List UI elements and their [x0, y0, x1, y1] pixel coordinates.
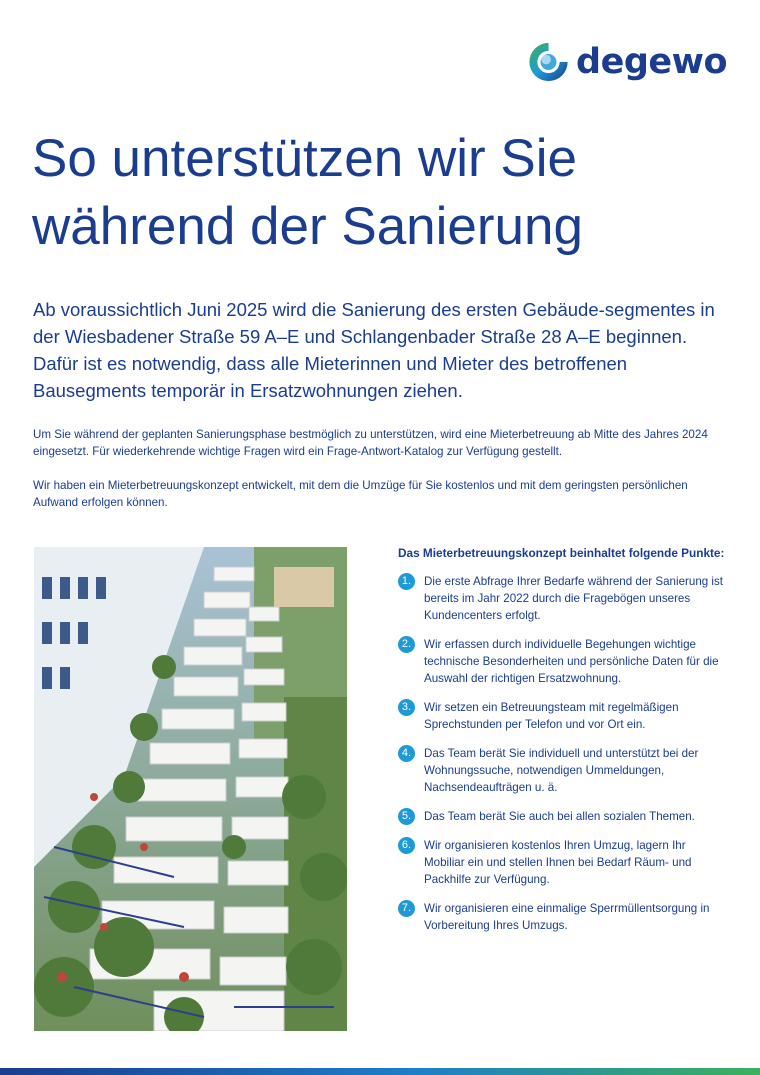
- concept-section: [398, 545, 728, 946]
- point-text: Wir setzen ein Betreuungsteam mit regelmäßigen Sprechstunden per Telefon und vor Ort ein.: [424, 701, 679, 731]
- point-text: Das Team berät Sie individuell und unterstützt bei der Wohnungssuche, notwendigen Ummeldungen, Nachsendeaufträgen u. ä.: [424, 747, 699, 794]
- number-badge: 5.: [398, 808, 415, 825]
- building-terraces-photo: [34, 547, 347, 1031]
- body-paragraph-1: Um Sie während der geplanten Sanierungsphase bestmöglich zu unterstützen, wird eine Mieterbetreuung ab Mitte des Jahres 2024 eingesetzt. Für wiederkehrende wichtige Fragen wird ein Frage-Antwort-Katalog zur Verfügung gestellt.: [33, 428, 708, 458]
- point-text: Wir erfassen durch individuelle Begehungen wichtige technische Besonderheiten und persönliche Daten für die Auswahl der richtigen Ersatzwohnung.: [424, 638, 719, 685]
- number-badge: 2.: [398, 636, 415, 653]
- list-item: [398, 900, 728, 934]
- list-item: [398, 636, 728, 687]
- number-badge: 6.: [398, 837, 415, 854]
- list-item: [398, 837, 728, 888]
- point-text: Wir organisieren eine einmalige Sperrmüllentsorgung in Vorbereitung Ihres Umzugs.: [424, 902, 710, 932]
- number-badge: 1.: [398, 573, 415, 590]
- number-badge: 3.: [398, 699, 415, 716]
- list-item: [398, 699, 728, 733]
- point-text: Wir organisieren kostenlos Ihren Umzug, lagern Ihr Mobiliar ein und stellen Ihnen bei Bedarf Räum- und Packhilfe zur Verfügung.: [424, 839, 692, 886]
- number-badge: 4.: [398, 745, 415, 762]
- concept-title: Das Mieterbetreuungskonzept beinhaltet folgende Punkte:: [398, 546, 725, 560]
- degewo-logo: [527, 34, 727, 90]
- logo-text: degewo: [576, 42, 727, 82]
- number-badge: 7.: [398, 900, 415, 917]
- lead-paragraph: Ab voraussichtlich Juni 2025 wird die Sanierung des ersten Gebäude-segmentes in der Wiesbadener Straße 59 A–E und Schlangenbader Straße 28 A–E beginnen. Dafür ist es notwendig, dass alle Mieterinnen und Mieter des betroffenen Bausegments temporär in Ersatzwohnungen ziehen.: [33, 299, 715, 401]
- concept-points-list: [398, 573, 728, 934]
- page-title: So unterstützen wir Sie während der Sanierung: [32, 129, 583, 256]
- point-text: Die erste Abfrage Ihrer Bedarfe während der Sanierung ist bereits im Jahr 2022 durch die Fragebögen unseres Kundencenters erfolgt.: [424, 575, 724, 622]
- list-item: [398, 573, 728, 624]
- body-paragraph-2: Wir haben ein Mieterbetreuungskonzept entwickelt, mit dem die Umzüge für Sie kostenlos und mit dem geringsten persönlichen Aufwand erfolgen können.: [33, 479, 688, 509]
- bottom-gradient-bar: [0, 1068, 760, 1075]
- list-item: [398, 808, 728, 825]
- degewo-logo-icon: [527, 35, 570, 89]
- point-text: Das Team berät Sie auch bei allen sozialen Themen.: [424, 810, 695, 823]
- list-item: [398, 745, 728, 796]
